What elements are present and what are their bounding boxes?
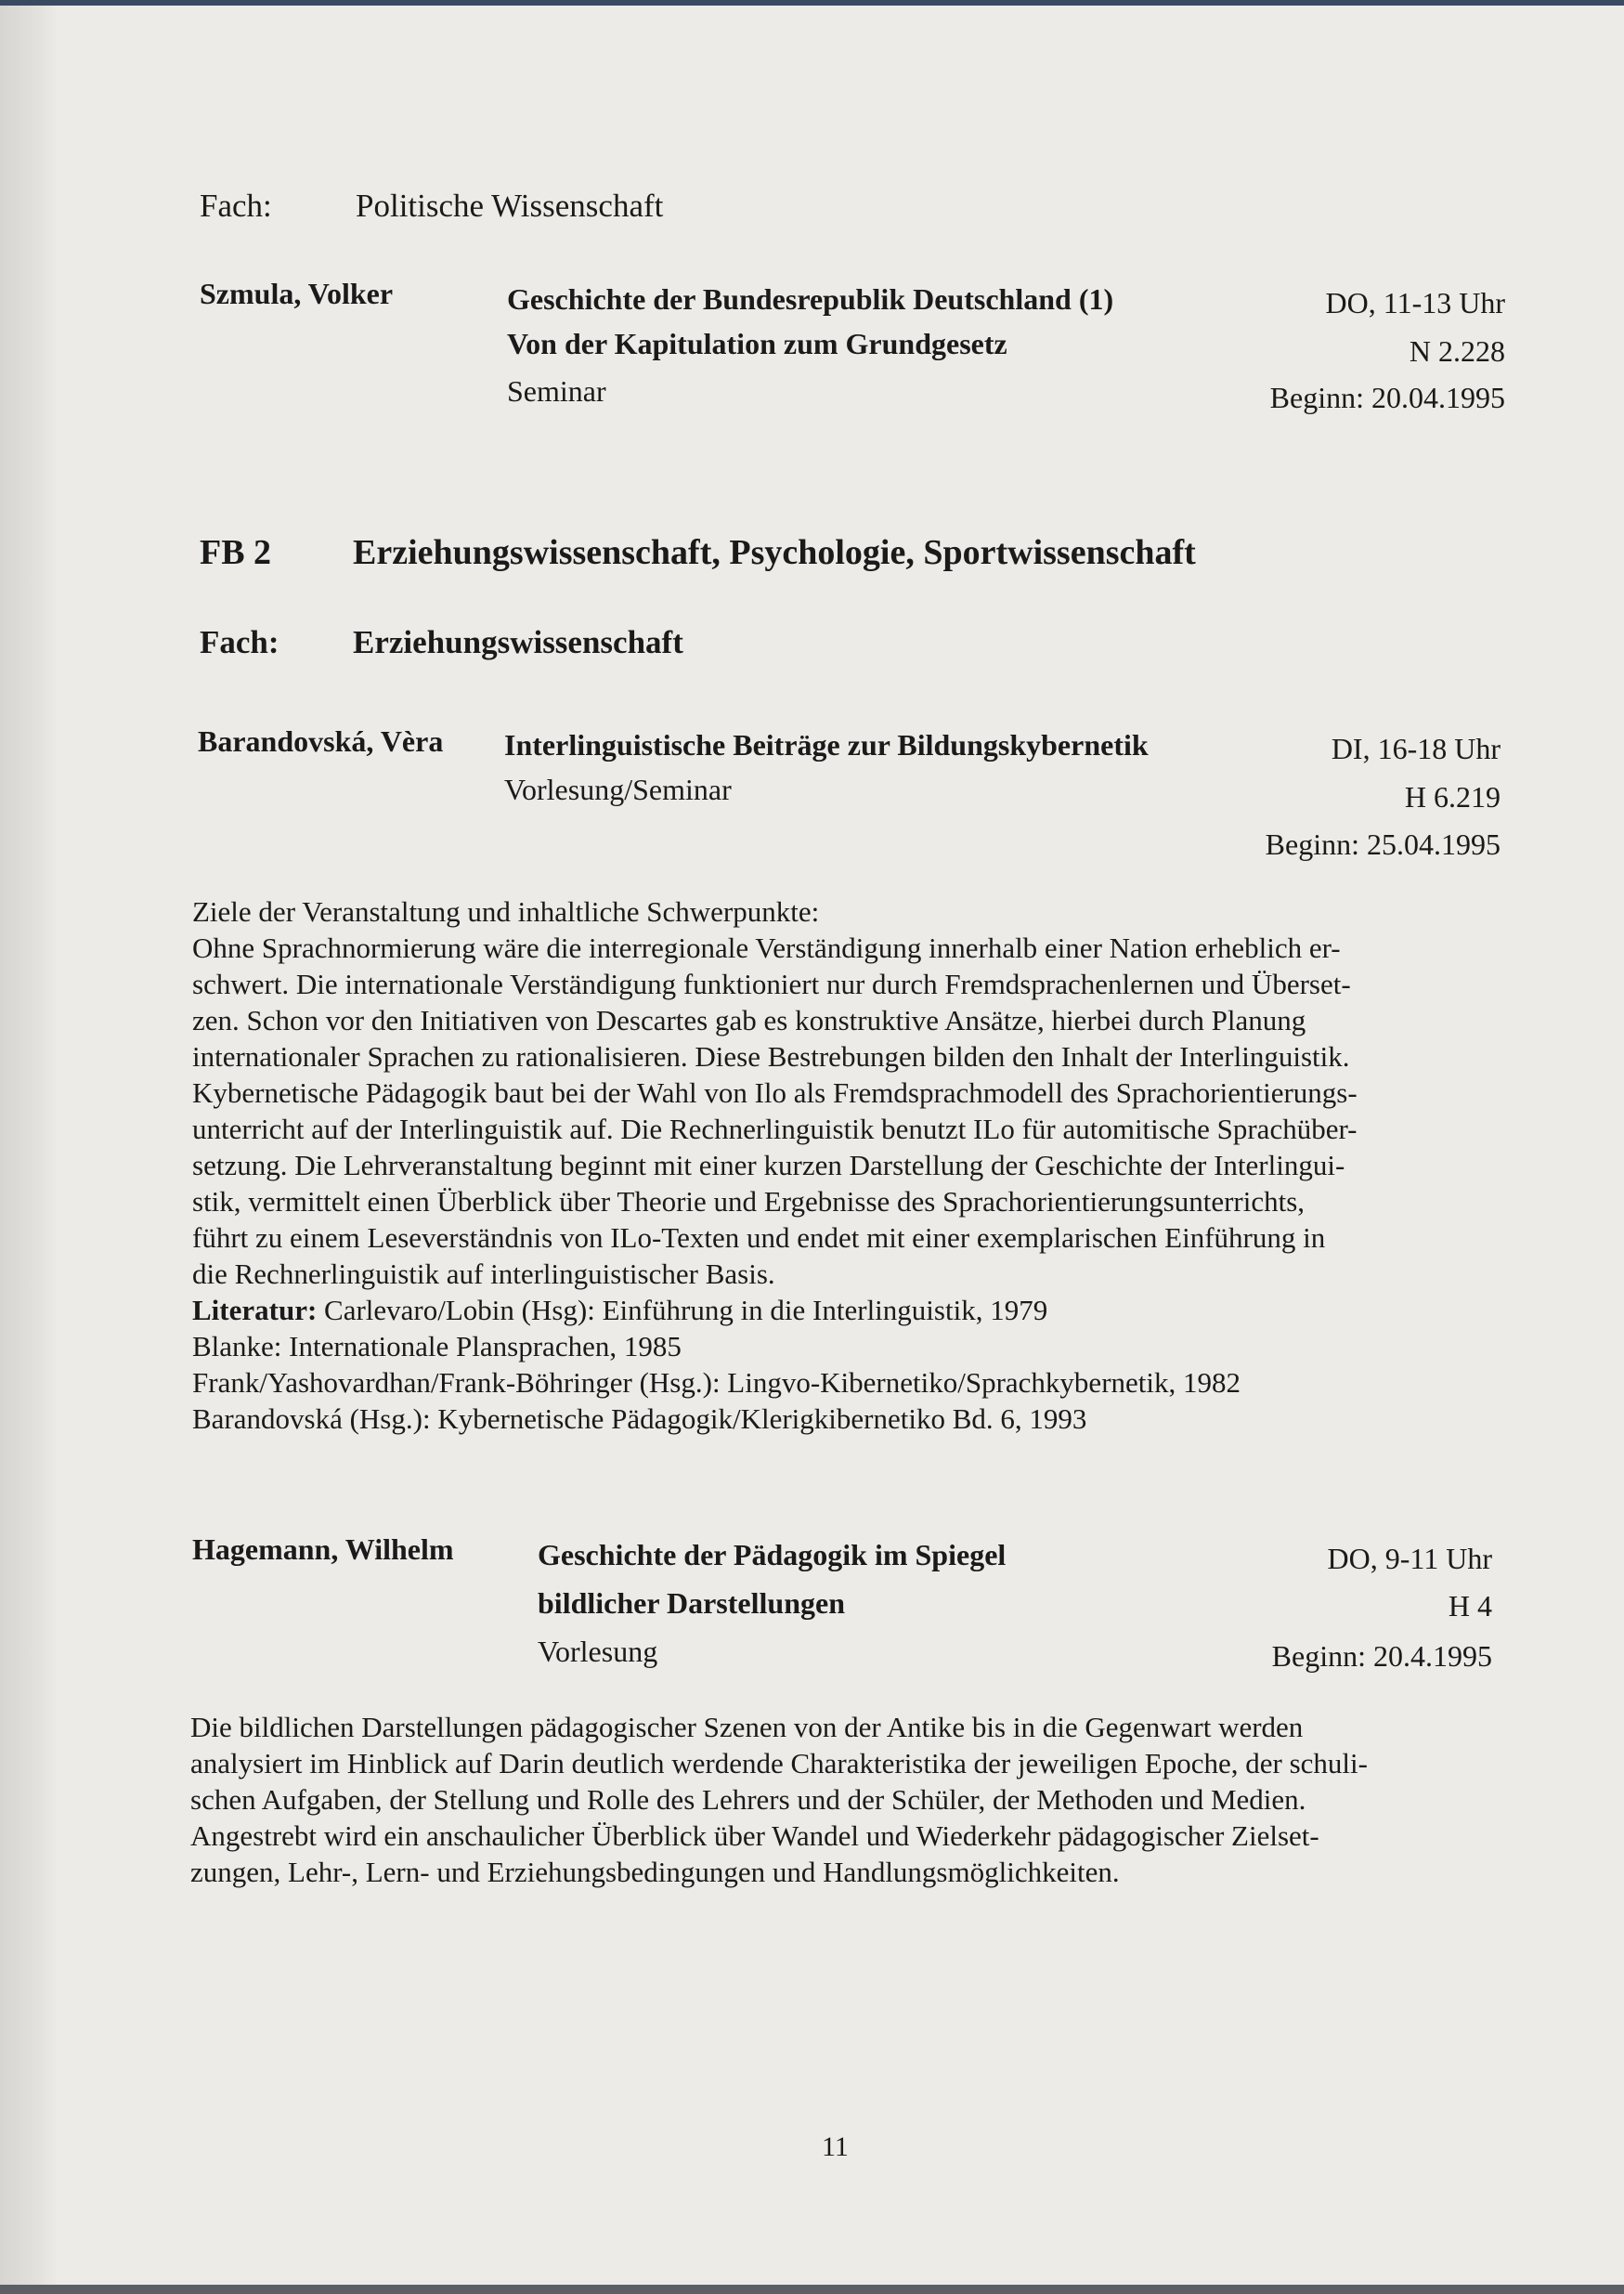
section-fach-title: Erziehungswissenschaft bbox=[353, 624, 683, 660]
course-time: DO, 11-13 Uhr bbox=[1325, 286, 1505, 319]
course-title: bildlicher Darstellungen bbox=[538, 1586, 845, 1620]
course-time: DO, 9-11 Uhr bbox=[1327, 1542, 1492, 1575]
page-spine-shadow bbox=[0, 0, 58, 2294]
description-line: internationaler Sprachen zu rationalisieren. Diese Bestrebungen bilden den Inhalt der Interlinguistik. bbox=[192, 1040, 1350, 1073]
course-type: Vorlesung/Seminar bbox=[504, 773, 732, 806]
literature-item: Blanke: Internationale Plansprachen, 1985 bbox=[192, 1330, 682, 1362]
description-line: zen. Schon vor den Initiativen von Descartes gab es konstruktive Ansätze, hierbei durch Planung bbox=[192, 1004, 1306, 1036]
course-title: Geschichte der Bundesrepublik Deutschland (1) bbox=[507, 282, 1114, 316]
section-fach-label: Fach: bbox=[200, 624, 279, 660]
description-line: Die bildlichen Darstellungen pädagogischer Szenen von der Antike bis in die Gegenwart werden bbox=[190, 1711, 1304, 1743]
course-title: Interlinguistische Beiträge zur Bildungskybernetik bbox=[504, 728, 1149, 762]
description-line: Angestrebt wird ein anschaulicher Überblick über Wandel und Wiederkehr pädagogischer Zielset- bbox=[190, 1819, 1319, 1852]
literature-item: Carlevaro/Lobin (Hsg): Einführung in die Interlinguistik, 1979 bbox=[324, 1294, 1048, 1326]
description-line: Ohne Sprachnormierung wäre die interregionale Verständigung innerhalb einer Nation erheblich er- bbox=[192, 932, 1341, 964]
course-title: Geschichte der Pädagogik im Spiegel bbox=[538, 1538, 1007, 1571]
literature-item: Barandovská (Hsg.): Kybernetische Pädagogik/Klerigkibernetiko Bd. 6, 1993 bbox=[192, 1402, 1087, 1435]
course-type: Seminar bbox=[507, 374, 606, 408]
literature-item: Frank/Yashovardhan/Frank-Böhringer (Hsg.): Lingvo-Kibernetiko/Sprachkybernetik, 1982 bbox=[192, 1366, 1241, 1399]
course-title: Von der Kapitulation zum Grundgesetz bbox=[507, 327, 1007, 360]
course-start: Beginn: 25.04.1995 bbox=[1265, 828, 1501, 861]
course-type: Vorlesung bbox=[538, 1635, 658, 1668]
section-fach-title: Politische Wissenschaft bbox=[356, 188, 664, 224]
course-description bbox=[192, 893, 1496, 1437]
course-time: DI, 16-18 Uhr bbox=[1331, 732, 1501, 765]
description-line: die Rechnerlinguistik auf interlinguistischer Basis. bbox=[192, 1258, 775, 1290]
section-fach-label: Fach: bbox=[200, 188, 272, 224]
page-number: 11 bbox=[822, 2131, 849, 2162]
department-title: Erziehungswissenschaft, Psychologie, Sportwissenschaft bbox=[353, 533, 1196, 572]
scan-bottom-edge bbox=[0, 2285, 1624, 2294]
description-intro: Ziele der Veranstaltung und inhaltliche Schwerpunkte: bbox=[192, 895, 820, 928]
scan-top-edge bbox=[0, 0, 1624, 6]
course-room: H 6.219 bbox=[1404, 780, 1501, 814]
literature-label: Literatur: bbox=[192, 1294, 318, 1326]
description-line: stik, vermittelt einen Überblick über Theorie und Ergebnisse des Sprachorientierungsunterrichts, bbox=[192, 1185, 1306, 1218]
course-lecturer: Barandovská, Vèra bbox=[198, 724, 444, 758]
department-label: FB 2 bbox=[200, 533, 272, 572]
description-line: Kybernetische Pädagogik baut bei der Wahl von Ilo als Fremdsprachmodell des Sprachorientierungs- bbox=[192, 1076, 1358, 1109]
course-start: Beginn: 20.04.1995 bbox=[1269, 381, 1505, 414]
course-start: Beginn: 20.4.1995 bbox=[1271, 1639, 1492, 1673]
course-lecturer: Hagemann, Wilhelm bbox=[192, 1532, 454, 1566]
description-line: führt zu einem Leseverständnis von ILo-Texten und endet mit einer exemplarischen Einführung in bbox=[192, 1221, 1326, 1254]
course-room: N 2.228 bbox=[1409, 334, 1505, 368]
description-line: schen Aufgaben, der Stellung und Rolle des Lehrers und der Schüler, der Methoden und Medien. bbox=[190, 1783, 1306, 1816]
description-line: schwert. Die internationale Verständigung funktioniert nur durch Fremdsprachenlernen und Überset- bbox=[192, 968, 1351, 1000]
description-line: zungen, Lehr-, Lern- und Erziehungsbedingungen und Handlungsmöglichkeiten. bbox=[190, 1856, 1120, 1888]
description-line: analysiert im Hinblick auf Darin deutlich werdende Charakteristika der jeweiligen Epoche, der schuli- bbox=[190, 1747, 1368, 1779]
course-lecturer: Szmula, Volker bbox=[200, 277, 394, 310]
course-description bbox=[190, 1709, 1492, 1890]
literature-line bbox=[192, 1292, 1496, 1328]
description-line: setzung. Die Lehrveranstaltung beginnt mit einer kurzen Darstellung der Geschichte der Interlingui- bbox=[192, 1149, 1345, 1181]
course-room: H 4 bbox=[1448, 1589, 1492, 1623]
description-line: unterricht auf der Interlinguistik auf. Die Rechnerlinguistik benutzt ILo für automitische Sprachüber- bbox=[192, 1113, 1358, 1145]
